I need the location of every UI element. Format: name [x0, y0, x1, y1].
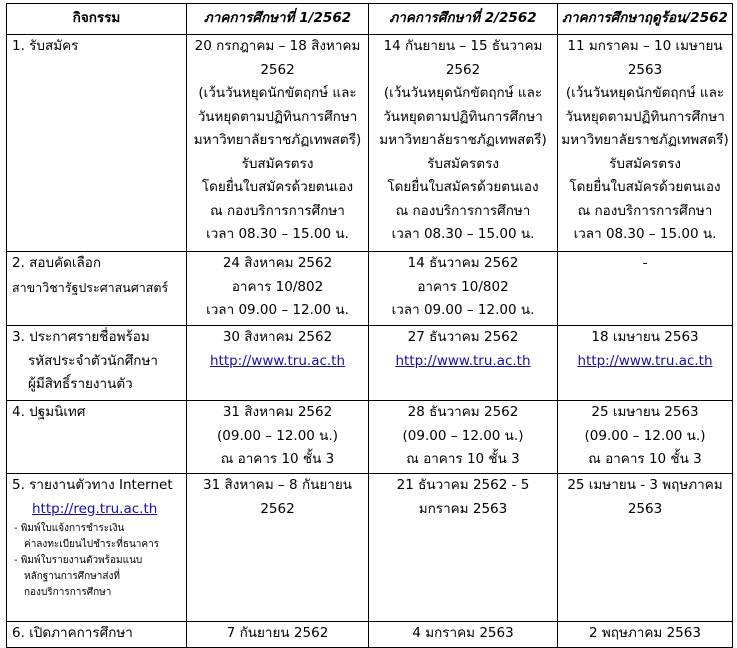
cell-text: (เว้นวันหยุดนักขัตฤกษ์ และ — [383, 85, 543, 101]
cell-text: (09.00 – 12.00 น.) — [584, 427, 706, 444]
table-row — [7, 401, 733, 474]
cell-text: เวลา 08.30 – 15.00 น. — [573, 226, 717, 242]
term-2-cell — [369, 35, 558, 252]
activity-cell — [7, 326, 187, 401]
activity-cell — [7, 401, 187, 474]
cell-text: มหาวิทยาลัยราชภัฏเทพสตรี) — [193, 132, 362, 148]
cell-text: 24 สิงหาคม 2562 — [222, 255, 333, 271]
cell-text: มหาวิทยาลัยราชภัฏเทพสตรี) — [561, 132, 729, 148]
activity-text: รหัสประจำตัวนักศึกษา — [28, 352, 158, 369]
header-term-2: ภาคการศึกษาที่ 2/2562 — [369, 4, 558, 35]
header-row — [7, 4, 733, 35]
cell-text: 28 ธันวาคม 2562 — [407, 404, 519, 420]
note-text: ค่าลงทะเบียนไปชำระที่ธนาคาร — [24, 539, 160, 550]
term-2-cell — [369, 401, 558, 474]
cell-text: (เว้นวันหยุดนักขัตฤกษ์ และ — [198, 85, 357, 101]
term-1-cell — [187, 401, 369, 474]
activity-cell — [7, 622, 187, 648]
cell-text: (09.00 – 12.00 น.) — [402, 427, 524, 444]
cell-text: อาคาร 10/802 — [417, 278, 509, 295]
cell-text: มหาวิทยาลัยราชภัฏเทพสตรี) — [379, 132, 547, 148]
term-1-cell — [187, 35, 369, 252]
cell-text: เวลา 08.30 – 15.00 น. — [391, 226, 535, 242]
cell-text: วันหยุดตามปฏิทินการศึกษา — [197, 108, 358, 125]
activity-text: สาขาวิชารัฐประศาสนศาสตร์ — [12, 279, 169, 295]
cell-text: ณ อาคาร 10 ชั้น 3 — [588, 451, 702, 467]
cell-text: วันหยุดตามปฏิทินการศึกษา — [565, 108, 725, 125]
activity-text: 6. เปิดภาคการศึกษา — [12, 625, 133, 641]
cell-text: 4 มกราคม 2563 — [412, 625, 514, 641]
cell-text: 2563 — [627, 61, 663, 78]
header-term-1: ภาคการศึกษาที่ 1/2562 — [187, 4, 369, 35]
term-1-cell — [187, 252, 369, 326]
header-activity: กิจกรรม — [7, 4, 187, 35]
summer-cell — [558, 401, 733, 474]
activity-text: 2. สอบคัดเลือก — [12, 255, 102, 271]
note-text: - พิมพ์ใบรายงานตัวพร้อมแนบ — [14, 555, 143, 566]
note-text: หลักฐานการศึกษาส่งที่ — [24, 571, 120, 582]
cell-text: ณ อาคาร 10 ชั้น 3 — [406, 451, 520, 467]
summer-cell — [558, 326, 733, 401]
cell-text: 27 ธันวาคม 2562 — [407, 329, 519, 345]
cell-text: โดยยื่นใบสมัครด้วยตนเอง — [569, 179, 721, 195]
cell-text: 20 กรกฎาคม – 18 สิงหาคม — [194, 38, 361, 54]
cell-text: 30 สิงหาคม 2562 — [222, 329, 333, 345]
cell-text: รับสมัครตรง — [427, 155, 499, 172]
admission-schedule-table — [6, 3, 733, 648]
cell-text: โดยยื่นใบสมัครด้วยตนเอง — [387, 179, 539, 195]
cell-text: รับสมัครตรง — [241, 155, 314, 172]
cell-text: 7 กันยายน 2562 — [226, 625, 329, 641]
summer-cell — [558, 252, 733, 326]
term-2-cell — [369, 252, 558, 326]
activity-text: 4. ปฐมนิเทศ — [12, 404, 86, 420]
cell-text: รับสมัครตรง — [609, 155, 681, 172]
cell-text: ณ กองบริการการศึกษา — [210, 202, 345, 219]
cell-text: 18 เมษายน 2563 — [591, 329, 699, 345]
website-link[interactable]: http://www.tru.ac.th — [395, 352, 531, 369]
activity-text: 3. ประกาศรายชื่อพร้อม — [12, 329, 150, 345]
cell-text: 2 พฤษภาคม 2563 — [589, 625, 701, 641]
registration-link[interactable]: http://reg.tru.ac.th — [32, 500, 158, 517]
cell-text: ณ กองบริการการศึกษา — [577, 202, 713, 219]
term-1-cell — [187, 622, 369, 648]
cell-text: 14 กันยายน – 15 ธันวาคม — [383, 38, 543, 54]
activity-cell — [7, 35, 187, 252]
cell-text: 2563 — [627, 500, 663, 517]
cell-text: ณ อาคาร 10 ชั้น 3 — [220, 451, 335, 467]
activity-text: 1. รับสมัคร — [12, 38, 79, 54]
note-text: - พิมพ์ใบแจ้งการชำระเงิน — [14, 523, 125, 534]
activity-text: 5. รายงานตัวทาง Internet — [12, 477, 173, 493]
summer-cell — [558, 474, 733, 622]
table-row — [7, 252, 733, 326]
website-link[interactable]: http://www.tru.ac.th — [209, 352, 346, 369]
note-text: กองบริการการศึกษา — [24, 587, 112, 598]
cell-text: โดยยื่นใบสมัครด้วยตนเอง — [201, 179, 354, 195]
table-row — [7, 474, 733, 622]
cell-text: 14 ธันวาคม 2562 — [407, 255, 519, 271]
header-summer-term: ภาคการศึกษาฤดูร้อน/2562 — [558, 4, 733, 35]
term-2-cell — [369, 622, 558, 648]
cell-text: อาคาร 10/802 — [231, 278, 324, 295]
cell-text: (09.00 – 12.00 น.) — [217, 427, 338, 444]
cell-text: 25 เมษายน 2563 — [591, 404, 699, 420]
cell-text: 2562 — [445, 61, 481, 78]
table-row — [7, 35, 733, 252]
cell-text: 11 มกราคม – 10 เมษายน — [567, 38, 723, 54]
cell-text: 25 เมษายน - 3 พฤษภาคม — [567, 477, 723, 493]
summer-cell — [558, 35, 733, 252]
cell-text: 2562 — [260, 500, 295, 517]
cell-text: เวลา 09.00 – 12.00 น. — [391, 302, 535, 318]
cell-text: เวลา 08.30 – 15.00 น. — [206, 226, 349, 242]
cell-text: 21 ธันวาคม 2562 - 5 — [396, 477, 530, 493]
summer-cell — [558, 622, 733, 648]
table-row — [7, 622, 733, 648]
activity-cell — [7, 474, 187, 622]
cell-text: 31 สิงหาคม – 8 กันยายน — [203, 477, 352, 493]
cell-text: ณ กองบริการการศึกษา — [395, 202, 531, 219]
cell-text: (เว้นวันหยุดนักขัตฤกษ์ และ — [565, 85, 725, 101]
cell-text: - — [642, 255, 648, 271]
term-1-cell — [187, 326, 369, 401]
activity-cell — [7, 252, 187, 326]
cell-text: 31 สิงหาคม 2562 — [222, 404, 333, 420]
term-2-cell — [369, 326, 558, 401]
cell-text: 2562 — [260, 61, 295, 78]
cell-text: เวลา 09.00 – 12.00 น. — [206, 302, 349, 318]
table-row — [7, 326, 733, 401]
activity-text: ผู้มีสิทธิ์รายงานตัว — [28, 376, 133, 392]
website-link[interactable]: http://www.tru.ac.th — [577, 352, 713, 369]
term-2-cell — [369, 474, 558, 622]
cell-text: วันหยุดตามปฏิทินการศึกษา — [383, 108, 543, 125]
term-1-cell — [187, 474, 369, 622]
cell-text: มกราคม 2563 — [418, 500, 508, 517]
